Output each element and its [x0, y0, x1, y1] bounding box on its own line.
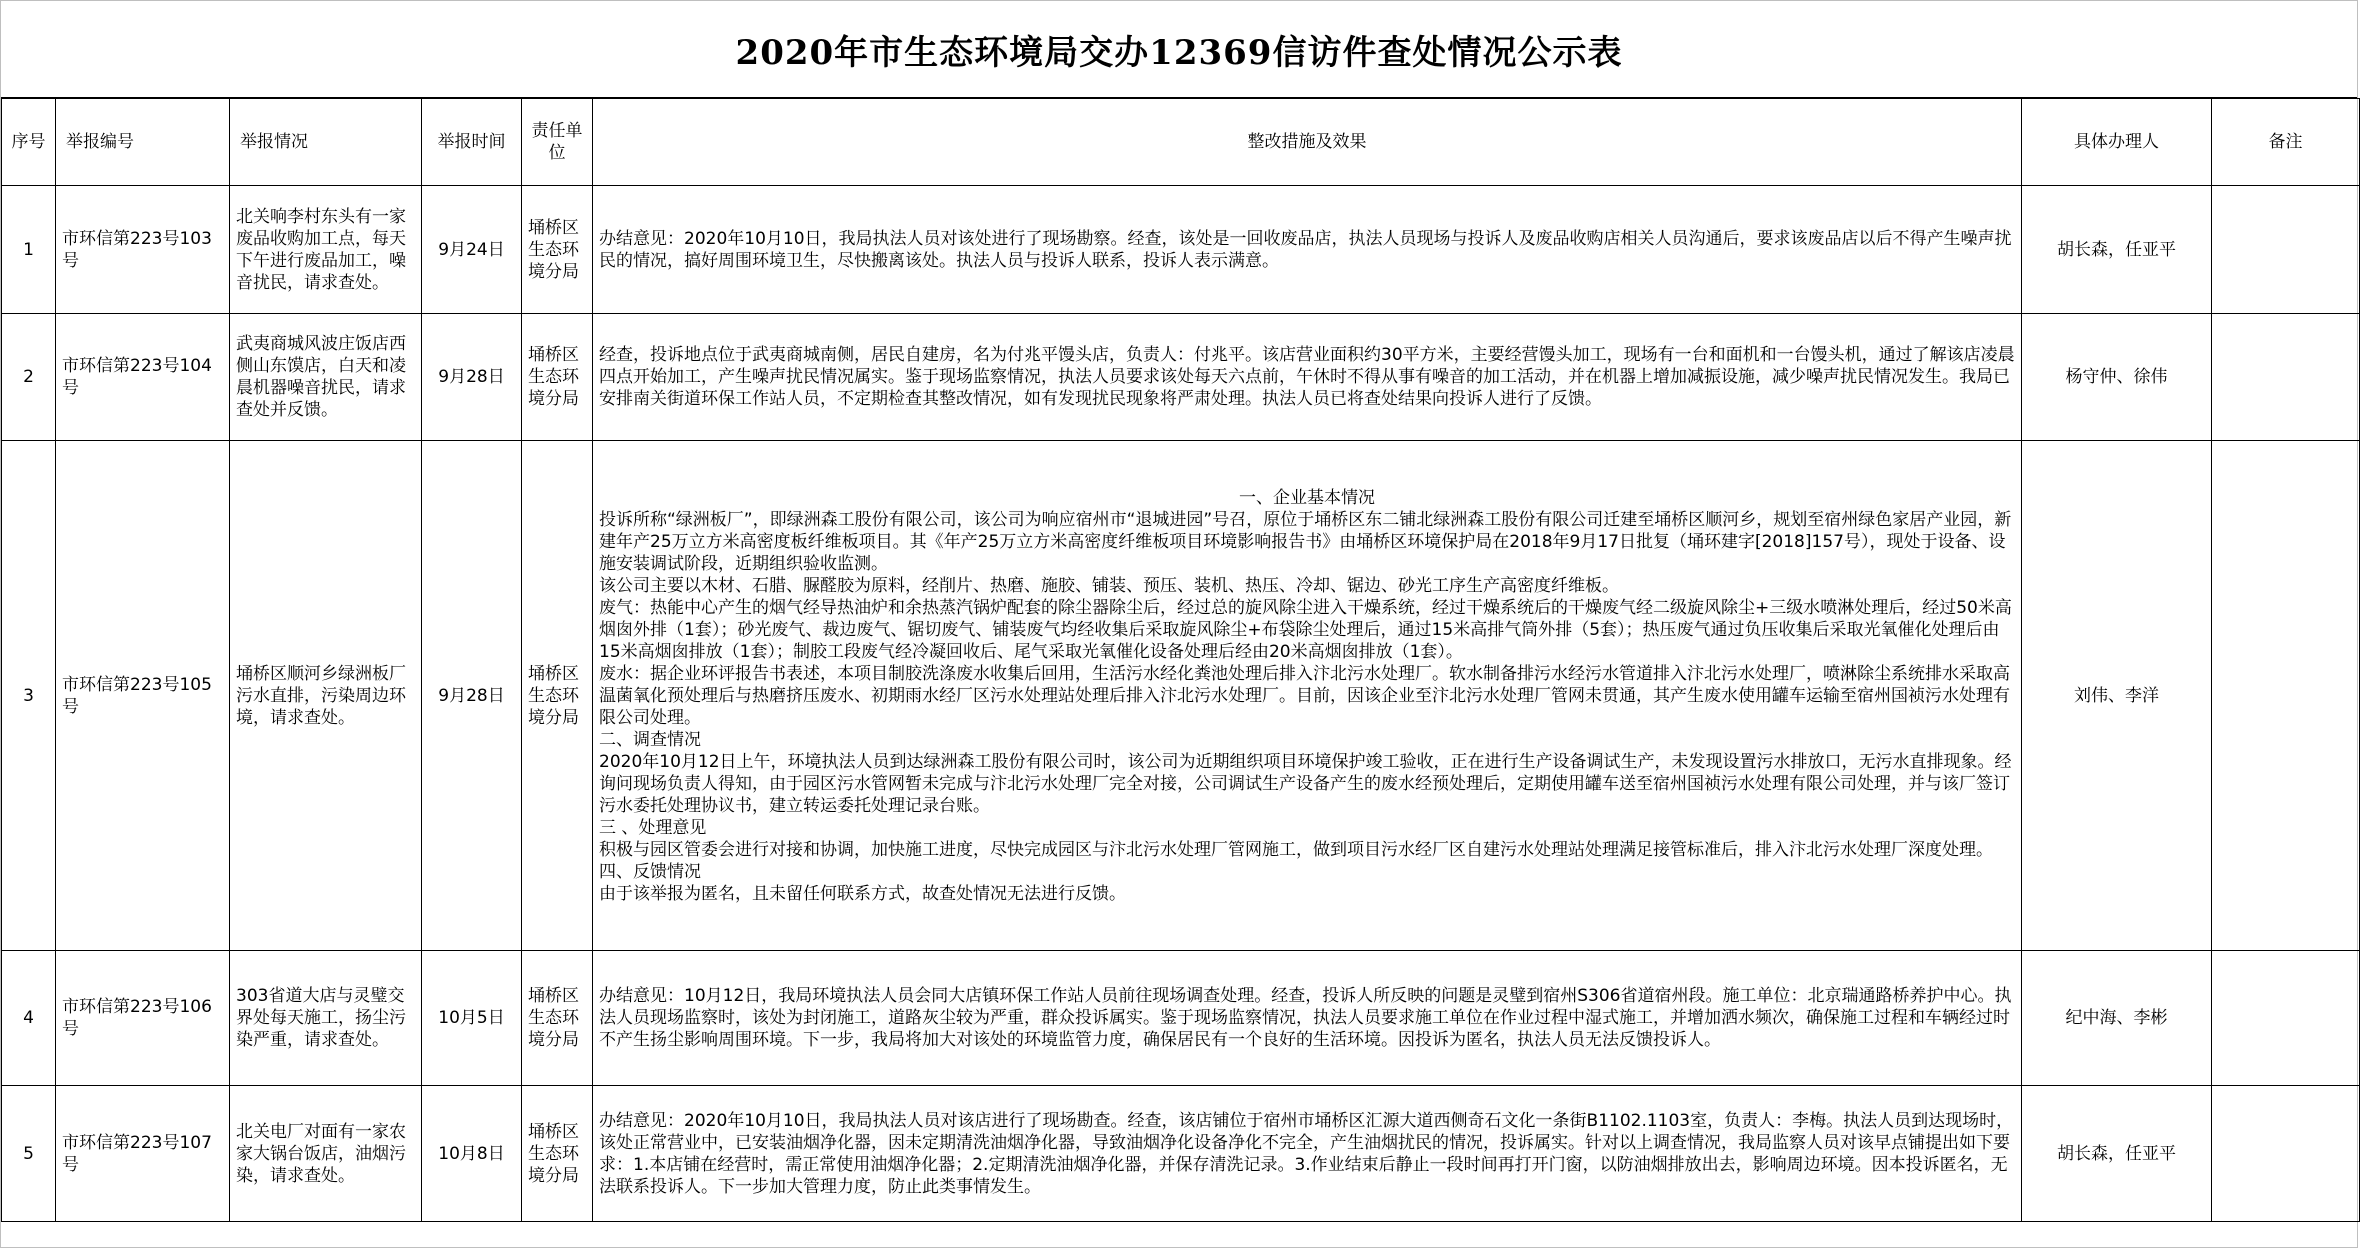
cell-unit: 埇桥区生态环境分局 — [522, 441, 593, 951]
cell-remark — [2212, 186, 2360, 314]
cell-code: 市环信第223号103号 — [56, 186, 230, 314]
measures-paragraph: 废气：热能中心产生的烟气经导热油炉和余热蒸汽锅炉配套的除尘器除尘后，经过总的旋风除尘进入干燥系统，经过干燥系统后的干燥废气经二级旋风除尘+三级水喷淋处理后，经过50米高烟囱外排（1套）；砂光废气、裁边废气、锯切废气、铺装废气均经收集后采取旋风除尘+布袋除尘处理后，通过15米高排气筒外排（5套）；热压废气通过负压收集后采取光氧催化处理后由15米高烟囱排放（1套）；制胶工段废气经冷凝回收后、尾气采取光氧催化设备处理后经由20米高烟囱排放（1套）。 — [599, 597, 2012, 662]
title-row — [1, 1, 2357, 98]
cell-code: 市环信第223号105号 — [56, 441, 230, 951]
cell-remark — [2212, 314, 2360, 441]
header-remark: 备注 — [2212, 99, 2360, 186]
cell-unit: 埇桥区生态环境分局 — [522, 314, 593, 441]
cell-measures — [593, 441, 2022, 951]
cell-situation: 北关电厂对面有一家农家大锅台饭店，油烟污染，请求查处。 — [230, 1086, 422, 1222]
cell-measures — [593, 1086, 2022, 1222]
cell-code: 市环信第223号107号 — [56, 1086, 230, 1222]
measures-paragraph: 投诉所称“绿洲板厂”，即绿洲森工股份有限公司，该公司为响应宿州市“退城进园”号召，原位于埇桥区东二铺北绿洲森工股份有限公司迁建至埇桥区顺河乡，规划至宿州绿色家居产业园，新建年产25万立方米高密度板纤维板项目。其《年产25万立方米高密度纤维板项目环境影响报告书》由埇桥区环境保护局在2018年9月17日批复（埇环建字[2018]157号），现处于设备、设施安装调试阶段，近期组织验收监测。 — [599, 509, 2012, 574]
cell-situation: 武夷商城风波庄饭店西侧山东馍店，白天和凌晨机器噪音扰民，请求查处并反馈。 — [230, 314, 422, 441]
cell-time: 9月28日 — [422, 314, 522, 441]
report-table — [1, 98, 2360, 1222]
cell-situation: 埇桥区顺河乡绿洲板厂污水直排，污染周边环境，请求查处。 — [230, 441, 422, 951]
header-seq: 序号 — [2, 99, 56, 186]
cell-time: 9月24日 — [422, 186, 522, 314]
table-row — [2, 951, 2360, 1086]
measures-paragraph: 办结意见：2020年10月10日，我局执法人员对该处进行了现场勘察。经查，该处是一回收废品店，执法人员现场与投诉人及废品收购店相关人员沟通后，要求该废品店以后不得产生噪声扰民的情况，搞好周围环境卫生，尽快搬离该处。执法人员与投诉人联系，投诉人表示满意。 — [599, 228, 2012, 271]
cell-seq: 1 — [2, 186, 56, 314]
header-measures: 整改措施及效果 — [593, 99, 2022, 186]
header-unit: 责任单位 — [522, 99, 593, 186]
measures-paragraph: 四、反馈情况 — [599, 861, 701, 882]
measures-paragraph: 办结意见：10月12日，我局环境执法人员会同大店镇环保工作站人员前往现场调查处理。经查，投诉人所反映的问题是灵璧到宿州S306省道宿州段。施工单位：北京瑞通路桥养护中心。执法人员现场监察时，该处为封闭施工，道路灰尘较为严重，群众投诉属实。鉴于现场监察情况，执法人员要求施工单位在作业过程中湿式施工，并增加洒水频次，确保施工过程和车辆经过时不产生扬尘影响周围环境。下一步，我局将加大对该处的环境监管力度，确保居民有一个良好的生活环境。因投诉为匿名，执法人员无法反馈投诉人。 — [599, 986, 2012, 1050]
header-situation: 举报情况 — [230, 99, 422, 186]
header-time: 举报时间 — [422, 99, 522, 186]
measures-paragraph: 办结意见：2020年10月10日，我局执法人员对该店进行了现场勘查。经查，该店铺位于宿州市埇桥区汇源大道西侧奇石文化一条街B1102.1103室，负责人：李梅。执法人员到达现场时，该处正常营业中，已安装油烟净化器，因未定期清洗油烟净化器，导致油烟净化设备净化不完全，产生油烟扰民的情况，投诉属实。针对以上调查情况，我局监察人员对该早点铺提出如下要求：1.本店铺在经营时，需正常使用油烟净化器；2.定期清洗油烟净化器，并保存清洗记录。3.作业结束后静止一段时间再打开门窗，以防油烟排放出去，影响周边环境。因本投诉匿名，无法联系投诉人。下一步加大管理力度，防止此类事情发生。 — [599, 1110, 2014, 1197]
cell-handler: 杨守仲、徐伟 — [2022, 314, 2212, 441]
cell-seq: 3 — [2, 441, 56, 951]
measures-paragraph: 积极与园区管委会进行对接和协调，加快施工进度，尽快完成园区与汴北污水处理厂管网施工，做到项目污水经厂区自建污水处理站处理满足接管标准后，排入汴北污水处理厂深度处理。 — [599, 839, 1993, 860]
cell-time: 10月8日 — [422, 1086, 522, 1222]
cell-handler: 纪中海、李彬 — [2022, 951, 2212, 1086]
measures-paragraph: 废水：据企业环评报告书表述，本项目制胶洗涤废水收集后回用，生活污水经化粪池处理后排入汴北污水处理厂。软水制备排污水经污水管道排入汴北污水处理厂，喷淋除尘系统排水采取高温菌氧化预处理后与热磨挤压废水、初期雨水经厂区污水处理站处理后排入汴北污水处理厂。目前，因该企业至汴北污水处理厂管网未贯通，其产生废水使用罐车运输至宿州国祯污水处理有限公司处理。 — [599, 663, 2010, 728]
cell-code: 市环信第223号106号 — [56, 951, 230, 1086]
table-row — [2, 441, 2360, 951]
cell-remark — [2212, 1086, 2360, 1222]
cell-situation: 303省道大店与灵璧交界处每天施工，扬尘污染严重，请求查处。 — [230, 951, 422, 1086]
cell-handler: 胡长森，任亚平 — [2022, 186, 2212, 314]
measures-section-heading: 一、企业基本情况 — [1239, 487, 1375, 508]
cell-time: 9月28日 — [422, 441, 522, 951]
measures-paragraph: 由于该举报为匿名，且未留任何联系方式，故查处情况无法进行反馈。 — [599, 883, 1126, 904]
measures-paragraph: 经查，投诉地点位于武夷商城南侧，居民自建房，名为付兆平馒头店，负责人：付兆平。该店营业面积约30平方米，主要经营馒头加工，现场有一台和面机和一台馒头机，通过了解该店凌晨四点开始加工，产生噪声扰民情况属实。鉴于现场监察情况，执法人员要求该处每天六点前，午休时不得从事有噪音的加工活动，并在机器上增加减振设施，减少噪声扰民情况发生。我局已安排南关街道环保工作站人员，不定期检查其整改情况，如有发现扰民现象将严肃处理。执法人员已将查处结果向投诉人进行了反馈。 — [599, 345, 2015, 409]
cell-seq: 2 — [2, 314, 56, 441]
cell-time: 10月5日 — [422, 951, 522, 1086]
cell-code: 市环信第223号104号 — [56, 314, 230, 441]
table-row — [2, 1086, 2360, 1222]
cell-unit: 埇桥区生态环境分局 — [522, 951, 593, 1086]
cell-remark — [2212, 951, 2360, 1086]
cell-handler: 胡长森，任亚平 — [2022, 1086, 2212, 1222]
header-code: 举报编号 — [56, 99, 230, 186]
cell-seq: 5 — [2, 1086, 56, 1222]
header-row — [2, 99, 2360, 186]
cell-remark — [2212, 441, 2360, 951]
measures-paragraph: 三 、处理意见 — [599, 817, 707, 838]
measures-paragraph: 2020年10月12日上午，环境执法人员到达绿洲森工股份有限公司时，该公司为近期组织项目环境保护竣工验收，正在进行生产设备调试生产，未发现设置污水排放口，无污水直排现象。经询问现场负责人得知，由于园区污水管网暂未完成与汴北污水处理厂完全对接，公司调试生产设备产生的废水经预处理后，定期使用罐车送至宿州国祯污水处理有限公司处理，并与该厂签订污水委托处理协议书，建立转运委托处理记录台账。 — [599, 751, 2012, 816]
cell-unit: 埇桥区生态环境分局 — [522, 1086, 593, 1222]
table-row — [2, 186, 2360, 314]
cell-handler: 刘伟、李洋 — [2022, 441, 2212, 951]
header-handler: 具体办理人 — [2022, 99, 2212, 186]
measures-paragraph: 该公司主要以木材、石腊、脲醛胶为原料，经削片、热磨、施胶、铺装、预压、装机、热压、冷却、锯边、砂光工序生产高密度纤维板。 — [599, 575, 1619, 596]
measures-paragraph: 二、调查情况 — [599, 729, 701, 750]
cell-situation: 北关响李村东头有一家废品收购加工点，每天下午进行废品加工，噪音扰民，请求查处。 — [230, 186, 422, 314]
table-row — [2, 314, 2360, 441]
cell-measures — [593, 951, 2022, 1086]
cell-measures — [593, 314, 2022, 441]
cell-seq: 4 — [2, 951, 56, 1086]
cell-measures — [593, 186, 2022, 314]
cell-unit: 埇桥区生态环境分局 — [522, 186, 593, 314]
page-title: 2020年市生态环境局交办12369信访件查处情况公示表 — [735, 32, 1623, 73]
